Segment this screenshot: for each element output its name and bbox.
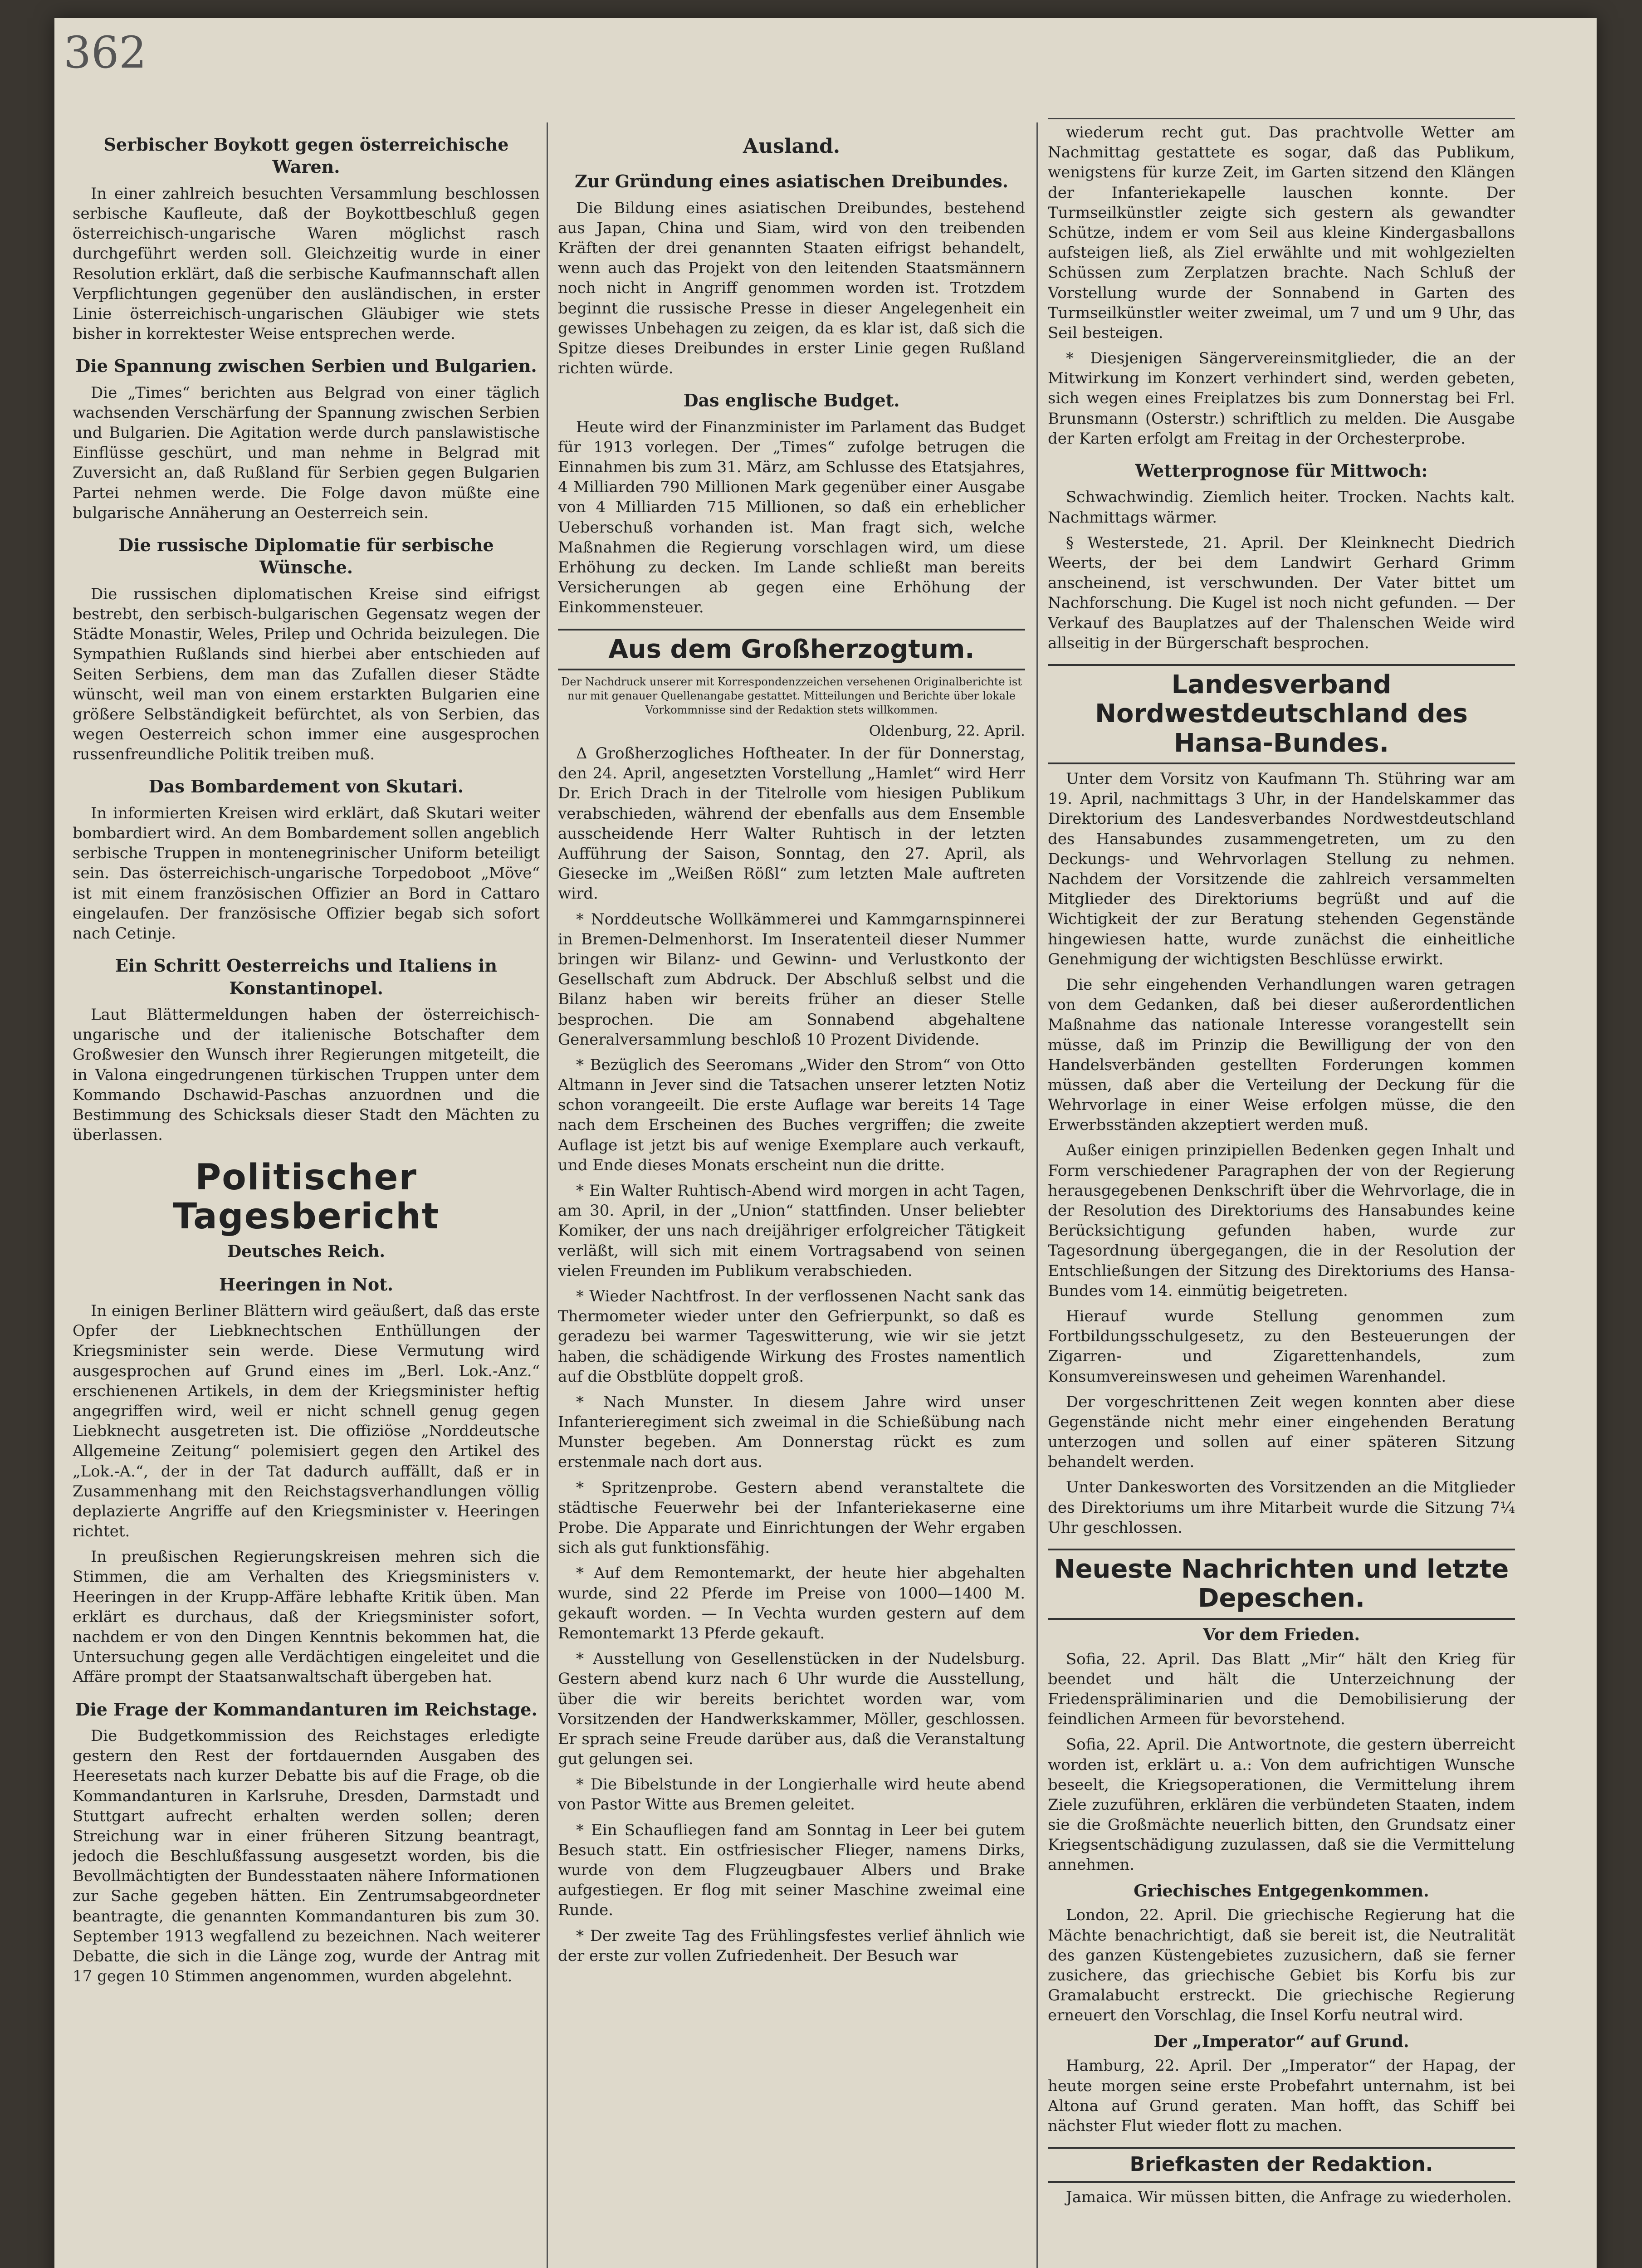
article-heading: Griechisches Entgegenkommen. [1134, 1881, 1429, 1901]
article-paragraph: Die Bildung eines asiatischen Dreibundes, bestehend aus Japan, China und Siam, wird von den treibenden Kräften der drei genannten Staaten eifrigst behandelt, wenn auch das Projekt von den leitenden Staatsmännern noch nicht in Angriff genommen worden ist. Trotzdem beginnt die russische Presse in dieser Angelegenheit ein gewisses Unbehagen zu zeigen, da es klar ist, daß sich die Spitze dieses Dreibundes in erster Linie gegen Rußland richten würde. [558, 199, 1025, 378]
weather-forecast: Schwachwindig. Ziemlich heiter. Trocken. Nachts kalt. Nachmittags wärmer. [1048, 488, 1515, 527]
article-heading: Der „Imperator“ auf Grund. [1153, 2032, 1409, 2051]
section-heading: Aus dem Großherzogtum. [558, 629, 1025, 670]
article-paragraph: Die russischen diplomatischen Kreise sind eifrigst bestrebt, den serbisch-bulgarischen Gegensatz wegen der Städte Monastir, Weles, Prilep und Ochrida beizulegen. Die Sympathien Rußlands sind hierbei aber entschieden auf Seiten Serbiens, dem man das Zufallen dieser Städte wünscht, weil man von einem erstarkten Bulgarien eine größere Selbständigkeit befürchtet, als von Serbien, das wegen Oesterreich schon immer eine ausgesprochen russenfreundliche Politik treiben muß. [73, 585, 540, 764]
article-paragraph: London, 22. April. Die griechische Regierung hat die Mächte benachrichtigt, daß sie bereit ist, die Neutralität des ganzen Küstengebietes zuzusichern, daß sie ferner zusichere, das griechische Gebiet bis Korfu bis zur Gramalabucht erstreckt. Die griechische Regierung erneuert den Vorschlag, die Insel Korfu neutral wird. [1048, 1906, 1515, 2025]
article-paragraph: In informierten Kreisen wird erklärt, daß Skutari weiter bombardiert wird. An dem Bombardement sollen angeblich serbische Truppen in montenegrinischer Uniform beteiligt sein. Das österreichisch-ungarische Torpedoboot „Möve“ ist mit einem französischen Offizier an Bord in Cattaro eingelaufen. Der französische Offizier begab sich sofort nach Cetinje. [73, 804, 540, 943]
column-rule [547, 122, 548, 2268]
article-paragraph: Laut Blättermeldungen haben der österreichisch-ungarische und der italienische Botschafter dem Großwesier den Wunsch ihrer Regierungen mitgeteilt, die in Valona eingedrungenen türkischen Truppen unter dem Kommando Dschawid-Paschas anzuordnen und die Bestimmung des Schicksals dieser Stadt den Mächten zu überlassen. [73, 1005, 540, 1144]
article-paragraph: In preußischen Regierungskreisen mehren sich die Stimmen, die am Verhalten des Kriegsministers v. Heeringen in der Krupp-Affäre lebhafte Kritik üben. Man erklärt es durchaus, daß der Kriegsminister sofort, nachdem er von den Dingen Kenntnis bekommen hat, die Untersuchung gegen alle Verdächtigen eingeleitet und die Affäre prompt der Staatsanwaltschaft übergeben hat. [73, 1548, 540, 1686]
article-paragraph: * Nach Munster. In diesem Jahre wird unser Infanterieregiment sich zweimal in die Schießübung nach Munster begeben. Am Donnerstag rückt es zum erstenmale nach dort aus. [558, 1393, 1025, 1471]
section-heading: Neueste Nachrichten und letzte Depeschen. [1048, 1549, 1515, 1620]
article-paragraph: Sofia, 22. April. Das Blatt „Mir“ hält den Krieg für beendet und hält die Unterzeichnung der Friedenspräliminarien und die Demobilisierung der feindlichen Armeen für bevorstehend. [1048, 1650, 1515, 1729]
article-paragraph: Sofia, 22. April. Die Antwortnote, die gestern überreicht worden ist, erklärt u. a.: Von dem aufrichtigen Wunsche beseelt, die Kriegsoperationen, die Vermittelung ihrem Ziele zuzuführen, erklären die verbündeten Staaten, indem sie die Großmächte neuerlich bitten, den Grundsatz einer Kriegsentschädigung zuzulassen, daß sie die Vermittelung annehmen. [1048, 1735, 1515, 1874]
section-subheading: Deutsches Reich. [227, 1242, 386, 1261]
article-paragraph: In einigen Berliner Blättern wird geäußert, daß das erste Opfer der Liebknechtschen Enthüllungen der Kriegsminister sein werde. Diese Vermutung wird ausgesprochen auf Grund eines im „Berl. Lok.-Anz.“ erschienenen Artikels, in dem der Kriegsminister heftig angegriffen wird, weil er nicht schnell genug gegen Liebknecht ausgetreten ist. Die offiziöse „Norddeutsche Allgemeine Zeitung“ polemisiert gegen den Artikel des „Lok.-A.“, der in der Tat dadurch auffällt, daß er in Zusammenhang mit den Reichstagsverhandlungen völlig deplazierte Angriffe auf den Kriegsminister v. Heeringen richtet. [73, 1302, 540, 1541]
article-paragraph: * Diesjenigen Sängervereinsmitglieder, die an der Mitwirkung im Konzert verhindert sind, werden gebeten, sich wegen eines Freiplatzes bis zum Donnerstag bei Frl. Brunsmann (Osterstr.) schriftlich zu melden. Die Ausgabe der Karten erfolgt am Freitag in der Orchesterprobe. [1048, 349, 1515, 448]
article-paragraph: * Bezüglich des Seeromans „Wider den Strom“ von Otto Altmann in Jever sind die Tatsachen unserer letzten Notiz schon vorangeeilt. Die erste Auflage war bereits 14 Tage nach dem Erscheinen des Buches vergriffen; die zweite Auflage ist jetzt bis auf wenige Exemplare auch verkauft, und Ende dieses Monats erscheint nun die dritte. [558, 1056, 1025, 1174]
article-heading: Heeringen in Not. [219, 1274, 394, 1295]
article-paragraph: * Wieder Nachtfrost. In der verflossenen Nacht sank das Thermometer wieder unter den Gefrierpunkt, so daß es geradezu bei warmer Tageswitterung, wie wir sie jetzt haben, die schädigende Wirkung des Frostes namentlich auf die Obstblüte doppelt groß. [558, 1287, 1025, 1386]
article-paragraph: * Auf dem Remontemarkt, der heute hier abgehalten wurde, sind 22 Pferde im Preise von 1000—1400 M. gekauft worden. — In Vechta wurden gestern auf dem Remontemarkt 13 Pferde gekauft. [558, 1564, 1025, 1642]
article-heading: Ein Schritt Oesterreichs und Italiens in Konstantinopel. [115, 955, 498, 998]
article-paragraph: Hamburg, 22. April. Der „Imperator“ der Hapag, der heute morgen seine erste Probefahrt unternahm, ist bei Altona auf Grund geraten. Man hofft, das Schiff bei nächster Flut wieder flott zu machen. [1048, 2057, 1515, 2135]
article-heading: Zur Gründung eines asiatischen Dreibundes. [574, 171, 1009, 192]
article-paragraph: In einer zahlreich besuchten Versammlung beschlossen serbische Kaufleute, daß der Boykottbeschluß gegen österreichisch-ungarische Waren möglichst rasch durchgeführt werden soll. Gleichzeitig wurde in einer Resolution erklärt, daß die serbische Kaufmannschaft allen Verpflichtungen gegenüber den ausländischen, in erster Linie österreichisch-ungarischen Gläubiger wie stets bisher in korrektester Weise entsprechen werde. [73, 184, 540, 343]
weather-heading: Wetterprognose für Mittwoch: [1135, 460, 1428, 481]
article-paragraph: Der vorgeschrittenen Zeit wegen konnten aber diese Gegenstände nicht mehr einer eingehenden Beratung unterzogen und sollen auf einer späteren Sitzung behandelt werden. [1048, 1393, 1515, 1471]
page-number: 362 [64, 27, 147, 78]
article-heading: Serbischer Boykott gegen österreichische Waren. [103, 134, 509, 177]
article-paragraph: wiederum recht gut. Das prachtvolle Wetter am Nachmittag gestattete es sogar, daß das Publikum, wenigstens für kurze Zeit, im Garten sitzend den Klängen der Infanteriekapelle lauschen konnte. Der Turmseilkünstler zeigte sich gestern als gewandter Schütze, indem er vom Seil aus kleine Kindergasballons aufsteigen ließ, als Ziel erwählte und mit wohlgezielten Schüssen zum Zerplatzen brachte. Nach Schluß der Vorstellung wurde der Sonnabend in Garten des Turmseilkünstler weiter zweimal, um 7 und um 9 Uhr, das Seil besteigen. [1048, 123, 1515, 342]
reprint-note: Der Nachdruck unserer mit Korrespondenzzeichen versehenen Originalberichte ist nur mit genauer Quellenangabe gestattet. Mitteilungen und Berichte über lokale Vorkommnisse sind der Redaktion stets willkommen. [561, 675, 1022, 717]
column-rule [1036, 122, 1038, 2268]
article-heading: Das englische Budget. [683, 390, 900, 411]
column-3 [1048, 122, 1515, 2268]
article-paragraph: Unter dem Vorsitz von Kaufmann Th. Stühring war am 19. April, nachmittags 3 Uhr, in der Handelskammer das Direktorium des Landesverbandes Nordwestdeutschland des Hansabundes zusammengetreten, um zu den Deckungs- und Wehrvorlagen Stellung zu nehmen. Nachdem der Vorsitzende die zahlreich versammelten Mitglieder des Direktoriums begrüßt und auf die Wichtigkeit der zur Beratung stehenden Gegenstände hingewiesen hatte, wurde zunächst die einheitliche Genehmigung der wichtigsten Beschlüsse erwirkt. [1048, 770, 1515, 968]
article-heading: Vor dem Frieden. [1202, 1625, 1360, 1644]
section-heading: Ausland. [743, 135, 841, 158]
article-paragraph: Außer einigen prinzipiellen Bedenken gegen Inhalt und Form verschiedener Paragraphen der von der Regierung herausgegebenen Denkschrift über die Wehrvorlage, die in der Resolution des Direktoriums des Hansabundes keine Berücksichtigung gefunden haben, wurde zur Tagesordnung übergegangen, die in der Resolution der Entschließungen der Sitzung des Direktoriums des Hansa-Bundes vom 14. einmütig beigetreten. [1048, 1141, 1515, 1300]
article-paragraph: Die sehr eingehenden Verhandlungen waren getragen von dem Gedanken, daß bei dieser außerordentlichen Maßnahme das nationale Interesse vorangestellt sein müsse, daß im Prinzip die Bewilligung der von den Handelsverbänden gestellten Forderungen kommen müssen, daß aber die Verteilung der Deckung für die Wehrvorlage in einer Weise erfolgen müsse, die den Erwerbsständen akzeptiert werden muß. [1048, 975, 1515, 1134]
article-paragraph: Unter Dankesworten des Vorsitzenden an die Mitglieder des Direktoriums um ihre Mitarbeit wurde die Sitzung 7¼ Uhr geschlossen. [1048, 1478, 1515, 1537]
article-paragraph: * Ein Walter Ruhtisch-Abend wird morgen in acht Tagen, am 30. April, in der „Union“ stattfinden. Unser beliebter Komiker, der uns nach dreijähriger erfolgreicher Tätigkeit verläßt, will sich mit einem Vortragsabend von seinen vielen Freunden im Publikum verabschieden. [558, 1182, 1025, 1280]
article-paragraph: * Spritzenprobe. Gestern abend veranstaltete die städtische Feuerwehr bei der Infanteriekaserne eine Probe. Die Apparate und Einrichtungen der Wehr ergaben sich als gut funktionsfähig. [558, 1478, 1025, 1557]
section-heading: Politischer Tagesbericht [173, 1157, 440, 1237]
article-paragraph: * Ausstellung von Gesellenstücken in der Nudelsburg. Gestern abend kurz nach 6 Uhr wurde die Ausstellung, über die wir bereits berichtet worden war, vom Vorsitzenden der Handwerkskammer, Möller, geschlossen. Er sprach seine Freude darüber aus, daß die Veranstaltung gut gelungen sei. [558, 1650, 1025, 1769]
article-heading: Die Spannung zwischen Serbien und Bulgarien. [75, 356, 537, 376]
article-paragraph: * Der zweite Tag des Frühlingsfestes verlief ähnlich wie der erste zur vollen Zufriedenheit. Der Besuch war [558, 1926, 1025, 1965]
article-paragraph: * Ein Schaufliegen fand am Sonntag in Leer bei gutem Besuch statt. Ein ostfriesischer Flieger, namens Dirks, wurde von dem Flugzeugbauer Albers und Brake aufgestiegen. Er flog mit seiner Maschine zweimal eine Runde. [558, 1821, 1025, 1920]
article-paragraph: Die Budgetkommission des Reichstages erledigte gestern den Rest der fortdauernden Ausgaben des Heeresetats nach kurzer Debatte bis auf die Frage, ob die Kommandanturen in Karlsruhe, Dresden, Darmstadt und Stuttgart aufrecht erhalten werden sollen; deren Streichung war in einer früheren Sitzung beantragt, jedoch die Beschlußfassung ausgesetzt worden, bis die Bevollmächtigten der Bundesstaaten nähere Informationen zur Sache gegeben hätten. Ein Zentrumsabgeordneter beantragte, die genannten Kommandanturen bis zum 30. September 1913 wegfallend zu bezeichnen. Nach weiterer Debatte, die sich in die Länge zog, wurde der Antrag mit 17 gegen 10 Stimmen angenommen, wurden abgelehnt. [73, 1726, 540, 1986]
column-2 [558, 122, 1025, 2268]
article-paragraph: * Norddeutsche Wollkämmerei und Kammgarnspinnerei in Bremen-Delmenhorst. Im Inseratenteil dieser Nummer bringen wir Bilanz- und Gewinn- und Verlustkonto der Gesellschaft zum Abdruck. Der Abschluß selbst und die Bilanz haben wir bereits früher an dieser Stelle besprochen. Die am Sonnabend abgehaltene Generalversammlung beschloß 10 Prozent Dividende. [558, 910, 1025, 1049]
article-paragraph: Jamaica. Wir müssen bitten, die Anfrage zu wiederholen. [1066, 2188, 1512, 2206]
dateline: Oldenburg, 22. April. [869, 722, 1025, 740]
article-paragraph: Heute wird der Finanzminister im Parlament das Budget für 1913 vorlegen. Der „Times“ zufolge betrugen die Einnahmen bis zum 31. März, am Schlusse des Etatsjahres, 4 Milliarden 790 Millionen Mark gegenüber einer Ausgabe von 4 Milliarden 715 Millionen, so daß ein erheblicher Ueberschuß vorhanden ist. Man fragt sich, welche Maßnahmen die Regierung vorschlagen wird, um diese Erhöhung zu decken. Im Lande schließt man bereits Versicherungen ab gegen eine Erhöhung der Einkommensteuer. [558, 418, 1025, 617]
article-paragraph: Hierauf wurde Stellung genommen zum Fortbildungsschulgesetz, zu den Besteuerungen der Zigarren- und Zigarettenhandels, zum Konsumvereinswesen und geheimen Warenhandel. [1048, 1307, 1515, 1386]
article-heading: Die Frage der Kommandanturen im Reichstage. [75, 1699, 538, 1720]
article-paragraph: § Westerstede, 21. April. Der Kleinknecht Diedrich Weerts, der bei dem Landwirt Gerhard Grimm anscheinend, ist verschwunden. Der Vater bittet um Nachforschung. Die Kugel ist noch nicht gefunden. — Der Verkauf des Bauplatzes auf der Thalenschen Weide wird allseitig in der Bürgerschaft besprochen. [1048, 533, 1515, 652]
article-paragraph: * Die Bibelstunde in der Longierhalle wird heute abend von Pastor Witte aus Bremen geleitet. [558, 1775, 1025, 1814]
column-1 [73, 122, 540, 2268]
section-heading: Briefkasten der Redaktion. [1048, 2147, 1515, 2183]
article-paragraph: Die „Times“ berichten aus Belgrad von einer täglich wachsenden Verschärfung der Spannung zwischen Serbien und Bulgarien. Die Agitation werde durch panslawistische Einflüsse geschürt, und man nehme in Belgrad mit Zuversicht an, daß Rußland für Serbien gegen Bulgarien Partei nehmen werde. Die Folge davon müßte eine bulgarische Annäherung an Oesterreich sein. [73, 383, 540, 522]
article-heading: Die russische Diplomatie für serbische Wünsche. [118, 534, 494, 578]
article-heading: Das Bombardement von Skutari. [148, 776, 464, 797]
section-heading: Landesverband Nordwestdeutschland des Hansa-Bundes. [1048, 664, 1515, 764]
article-paragraph: Δ Großherzogliches Hoftheater. In der für Donnerstag, den 24. April, angesetzten Vorstellung „Hamlet“ wird Herr Dr. Erich Drach in der Titelrolle vom hiesigen Publikum verabschieden, während der ebenfalls aus dem Ensemble ausscheidende Herr Walter Ruhtisch in der letzten Aufführung der Saison, Sonntag, den 27. April, als Giesecke im „Weißen Rößl“ zum letzten Male auftreten wird. [558, 744, 1025, 903]
